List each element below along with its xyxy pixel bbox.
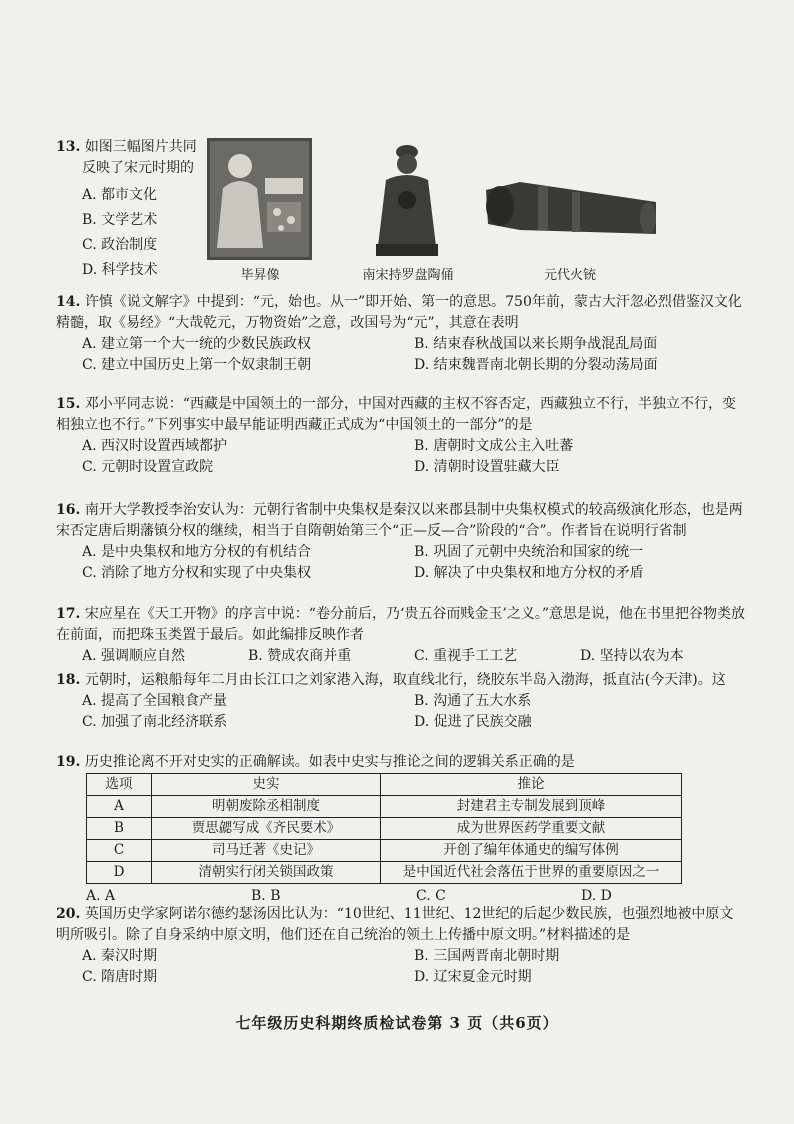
option-a[interactable]: A. 都市文化 <box>82 187 158 203</box>
table-row <box>87 862 682 884</box>
option-a[interactable]: A. 秦汉时期 <box>82 948 158 964</box>
question-14 <box>56 292 746 376</box>
option-d[interactable]: D. 结束魏晋南北朝长期的分裂动荡局面 <box>414 357 658 373</box>
question-stem-line2: 反映了宋元时期的 <box>82 160 194 176</box>
question-18 <box>56 670 746 733</box>
table-row <box>87 840 682 862</box>
table-header: 推论 <box>381 774 682 796</box>
question-stem: 英国历史学家阿诺尔德约瑟汤因比认为：“10世纪、11世纪、12世纪的后起少数民族，也强烈地被中原文明所吸引。除了自身采纳中原文明，他们还在自己统治的领土上传播中原文明。”材料描述的是 <box>56 906 734 943</box>
question-20 <box>56 904 746 988</box>
question-stem: 南开大学教授李治安认为：元朝行省制中央集权是秦汉以来郡县制中央集权模式的较高级演化形态，也是两宋否定唐后期藩镇分权的继续，相当于自隋朝始第三个“正—反—合”阶段的“合”。作者旨在说明行省制 <box>56 502 743 539</box>
page-footer: 七年级历史科期终质检试卷第 3 页（共6页） <box>235 1014 559 1032</box>
question-number: 16. <box>56 502 81 518</box>
question-stem: 许慎《说文解字》中提到：“元，始也。从一”即开始、第一的意思。750年前，蒙古大汗忽必烈借鉴汉文化精髓，取《易经》“大哉乾元，万物资始”之意，改国号为“元”，其意在表明 <box>56 294 742 331</box>
table-cell: 贾思勰写成《齐民要术》 <box>152 818 381 840</box>
question-stem: 宋应星在《天工开物》的序言中说：“卷分前后，乃‘贵五谷而贱金玉’之义。”意思是说，他在书里把谷物类放在前面，而把珠玉类置于最后。如此编排反映作者 <box>56 606 746 643</box>
option-a[interactable]: A. A <box>86 888 116 904</box>
option-c[interactable]: C. 政治制度 <box>82 237 158 253</box>
option-d[interactable]: D. 促进了民族交融 <box>414 714 532 730</box>
question-stem: 元朝时，运粮船每年二月由长江口之刘家港入海，取直线北行，绕胶东半岛入渤海，抵直沽(今天津)。这 <box>84 672 726 688</box>
table-row <box>87 818 682 840</box>
table-header-row <box>87 774 682 796</box>
option-b[interactable]: B. 文学艺术 <box>82 212 158 228</box>
question-number: 13. <box>56 139 81 155</box>
option-d[interactable]: D. 清朝时设置驻藏大臣 <box>414 459 560 475</box>
table-cell: 明朝废除丞相制度 <box>152 796 381 818</box>
table-cell: B <box>87 818 152 840</box>
image-caption-3: 元代火铳 <box>543 268 596 283</box>
question-stem: 历史推论离不开对史实的正确解读。如表中史实与推论之间的逻辑关系正确的是 <box>84 754 575 770</box>
option-d[interactable]: D. 坚持以农为本 <box>580 648 684 664</box>
question-15 <box>56 394 746 478</box>
bi-sheng-portrait-image <box>207 138 312 260</box>
question-number: 20. <box>56 906 81 922</box>
option-b[interactable]: B. 唐朝时文成公主入吐蕃 <box>414 438 574 454</box>
table-cell: 成为世界医药学重要文献 <box>381 818 682 840</box>
table-cell: 是中国近代社会落伍于世界的重要原因之一 <box>381 862 682 884</box>
compass-figurine-image <box>372 140 442 258</box>
option-a[interactable]: A. 提高了全国粮食产量 <box>82 693 228 709</box>
option-c[interactable]: C. C <box>416 888 446 904</box>
table-row <box>87 796 682 818</box>
question-number: 15. <box>56 396 81 412</box>
image-caption-1: 毕昇像 <box>240 268 280 283</box>
question-17 <box>56 604 746 667</box>
question-16 <box>56 500 746 584</box>
question-number: 17. <box>56 606 81 622</box>
fact-inference-table <box>86 773 682 884</box>
table-header: 史实 <box>152 774 381 796</box>
option-a[interactable]: A. 是中央集权和地方分权的有机结合 <box>82 544 312 560</box>
option-d[interactable]: D. D <box>581 888 612 904</box>
option-a[interactable]: A. 西汉时设置西域都护 <box>82 438 228 454</box>
option-a[interactable]: A. 建立第一个大一统的少数民族政权 <box>82 336 312 352</box>
option-c[interactable]: C. 消除了地方分权和实现了中央集权 <box>82 565 312 581</box>
question-number: 14. <box>56 294 81 310</box>
yuan-cannon-image <box>480 172 660 242</box>
option-b[interactable]: B. 结束春秋战国以来长期争战混乱局面 <box>414 336 658 352</box>
option-b[interactable]: B. 三国两晋南北朝时期 <box>414 948 560 964</box>
table-cell: 开创了编年体通史的编写体例 <box>381 840 682 862</box>
option-c[interactable]: C. 元朝时设置宣政院 <box>82 459 214 475</box>
table-cell: D <box>87 862 152 884</box>
option-d[interactable]: D. 辽宋夏金元时期 <box>414 969 532 985</box>
option-c[interactable]: C. 建立中国历史上第一个奴隶制王朝 <box>82 357 312 373</box>
option-b[interactable]: B. 沟通了五大水系 <box>414 693 532 709</box>
question-number: 18. <box>56 672 81 688</box>
option-b[interactable]: B. 巩固了元朝中央统治和国家的统一 <box>414 544 644 560</box>
question-19 <box>56 752 746 907</box>
option-a[interactable]: A. 强调顺应自然 <box>82 648 186 664</box>
option-b[interactable]: B. B <box>251 888 281 904</box>
question-stem-line1: 如图三幅图片共同 <box>84 139 197 155</box>
table-cell: C <box>87 840 152 862</box>
table-cell: A <box>87 796 152 818</box>
option-d[interactable]: D. 科学技术 <box>82 262 158 278</box>
table-cell: 司马迁著《史记》 <box>152 840 381 862</box>
table-cell: 封建君主专制发展到顶峰 <box>381 796 682 818</box>
table-cell: 清朝实行闭关锁国政策 <box>152 862 381 884</box>
option-c[interactable]: C. 重视手工工艺 <box>414 648 518 664</box>
option-d[interactable]: D. 解决了中央集权和地方分权的矛盾 <box>414 565 644 581</box>
question-stem: 邓小平同志说：“西藏是中国领土的一部分，中国对西藏的主权不容否定，西藏独立不行，半独立不行，变相独立也不行。”下列事实中最早能证明西藏正式成为“中国领土的一部分”的是 <box>56 396 736 433</box>
table-header: 选项 <box>87 774 152 796</box>
option-b[interactable]: B. 赞成农商并重 <box>248 648 352 664</box>
option-c[interactable]: C. 加强了南北经济联系 <box>82 714 228 730</box>
option-c[interactable]: C. 隋唐时期 <box>82 969 158 985</box>
image-caption-2: 南宋持罗盘陶俑 <box>362 268 454 283</box>
question-number: 19. <box>56 754 81 770</box>
